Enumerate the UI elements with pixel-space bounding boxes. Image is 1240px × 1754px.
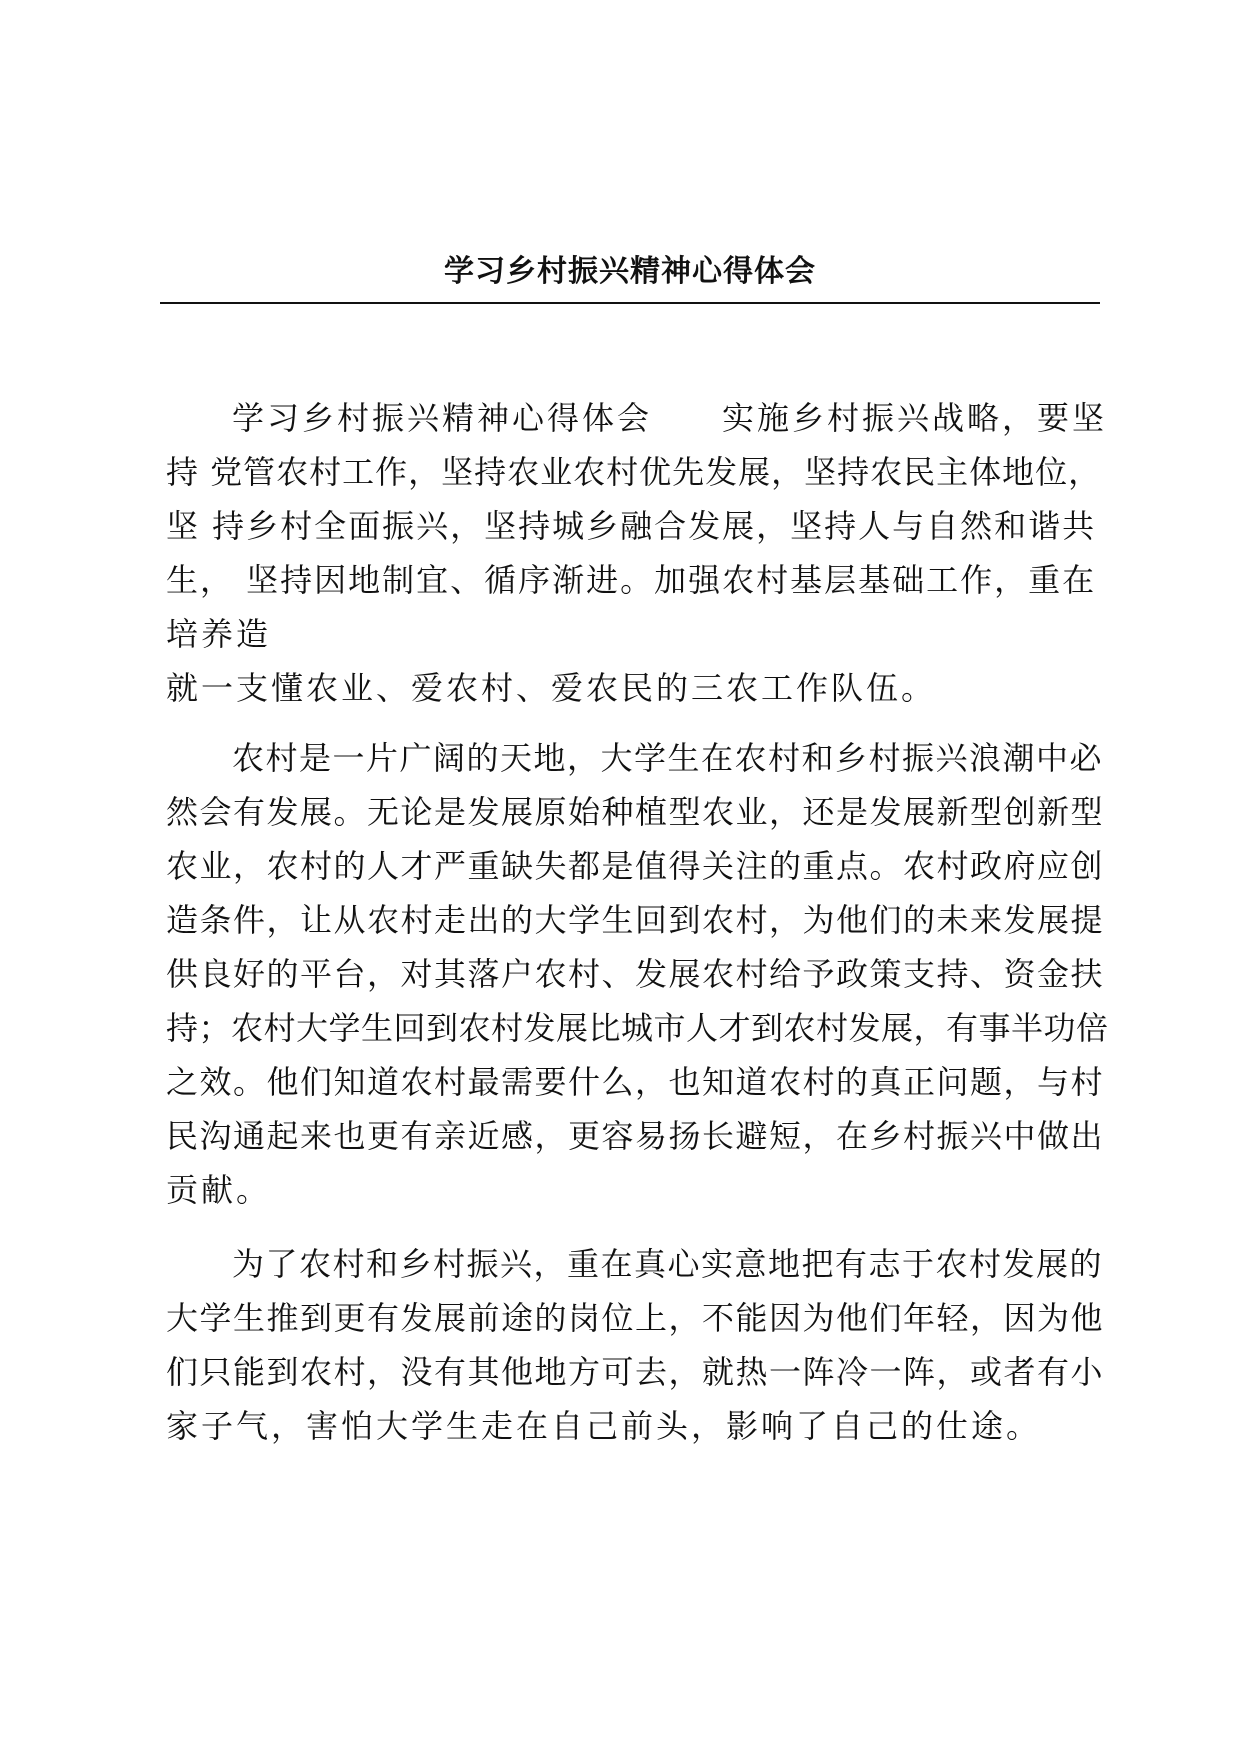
paragraph-line: 大学生推到更有发展前途的岗位上，不能因为他们年轻，因为他: [166, 1299, 1105, 1337]
paragraph-line: 们只能到农村，没有其他地方可去，就热一阵冷一阵，或者有小: [166, 1353, 1105, 1391]
paragraph-line: 之效。他们知道农村最需要什么，也知道农村的真正问题，与村: [166, 1063, 1105, 1101]
paragraph-line: 民沟通起来也更有亲近感，更容易扬长避短，在乡村振兴中做出: [166, 1117, 1105, 1155]
paragraph-line: 就一支懂农业、爱农村、爱农民的三农工作队伍。: [166, 669, 937, 707]
paragraph-line: 贡献。: [166, 1171, 272, 1209]
paragraph-line: 生， 坚持因地制宜、循序渐进。加强农村基层基础工作，重在: [166, 561, 1097, 599]
document-title: 学习乡村振兴精神心得体会: [444, 254, 816, 289]
paragraph-line: 家子气，害怕大学生走在自己前头，影响了自己的仕途。: [166, 1407, 1042, 1445]
paragraph-line: 坚 持乡村全面振兴，坚持城乡融合发展，坚持人与自然和谐共: [166, 507, 1097, 545]
paragraph-line: 供良好的平台，对其落户农村、发展农村给予政策支持、资金扶: [166, 955, 1105, 993]
paragraph-line: 学习乡村振兴精神心得体会 实施乡村振兴战略，要坚: [232, 399, 1108, 437]
paragraph-line: 为了农村和乡村振兴，重在真心实意地把有志于农村发展的: [232, 1245, 1104, 1283]
paragraph-line: 农业，农村的人才严重缺失都是值得关注的重点。农村政府应创: [166, 847, 1105, 885]
title-underline: [160, 302, 1100, 304]
paragraph-line: 持 党管农村工作，坚持农业农村优先发展，坚持农民主体地位，: [166, 453, 1102, 491]
paragraph-line: 造条件，让从农村走出的大学生回到农村，为他们的未来发展提: [166, 901, 1105, 939]
paragraph-line: 农村是一片广阔的天地，大学生在农村和乡村振兴浪潮中必: [232, 739, 1104, 777]
paragraph-line: 持；农村大学生回到农村发展比城市人才到农村发展，有事半功倍: [166, 1009, 1109, 1047]
paragraph-line: 然会有发展。无论是发展原始种植型农业，还是发展新型创新型: [166, 793, 1105, 831]
paragraph-line: 培养造: [166, 615, 272, 653]
